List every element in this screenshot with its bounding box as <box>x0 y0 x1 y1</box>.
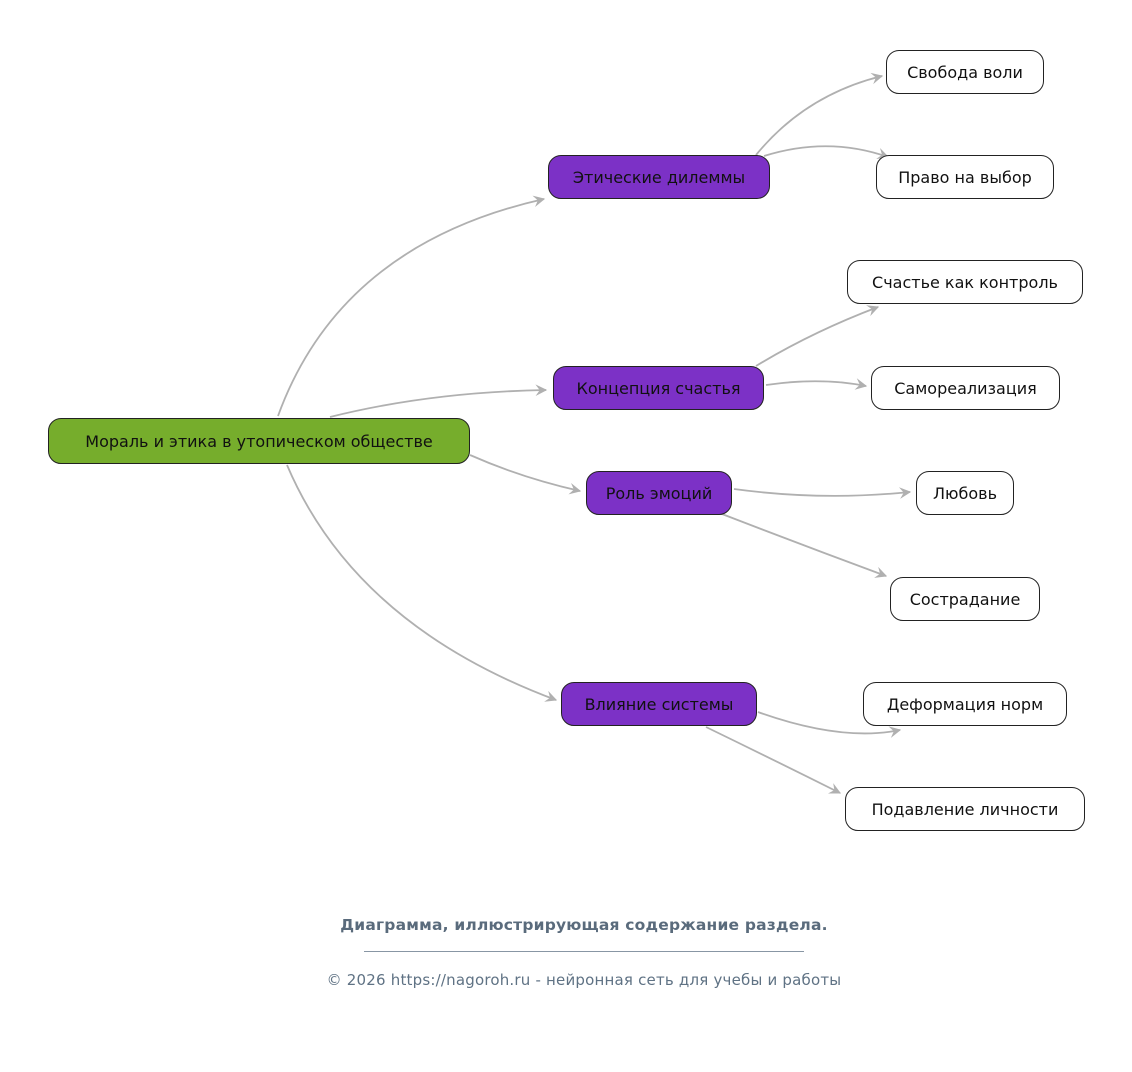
edge-happiness-to-self-realization <box>766 381 866 386</box>
edge-emotions-to-compassion <box>722 514 886 576</box>
edge-system-to-personality-suppression <box>706 727 840 793</box>
leaf-node-free-will: Свобода воли <box>886 50 1044 94</box>
branch-node-ethical-dilemmas: Этические дилеммы <box>548 155 770 199</box>
edge-root-to-role-of-emotions <box>470 455 580 491</box>
diagram-footer <box>36 916 1132 989</box>
edge-root-to-happiness-concept <box>330 390 546 417</box>
leaf-node-right-to-choose: Право на выбор <box>876 155 1054 199</box>
leaf-node-happiness-as-control: Счастье как контроль <box>847 260 1083 304</box>
footer-divider <box>364 951 804 952</box>
leaf-node-norm-deformation: Деформация норм <box>863 682 1067 726</box>
branch-node-happiness-concept: Концепция счастья <box>553 366 764 410</box>
copyright-line: © 2026 https://nagoroh.ru - нейронная сеть для учебы и работы <box>326 971 842 989</box>
edge-root-to-ethical-dilemmas <box>278 199 544 416</box>
branch-node-system-influence: Влияние системы <box>561 682 757 726</box>
diagram-caption: Диаграмма, иллюстрирующая содержание раздела. <box>340 916 828 934</box>
edge-ethical-to-right-to-choose <box>764 146 888 157</box>
edge-root-to-system-influence <box>287 465 556 700</box>
edge-emotions-to-love <box>734 489 910 496</box>
leaf-node-compassion: Сострадание <box>890 577 1040 621</box>
leaf-node-personality-suppression: Подавление личности <box>845 787 1085 831</box>
branch-node-role-of-emotions: Роль эмоций <box>586 471 732 515</box>
edge-happiness-to-happiness-as-control <box>756 307 878 366</box>
leaf-node-self-realization: Самореализация <box>871 366 1060 410</box>
edge-ethical-to-free-will <box>756 76 882 155</box>
root-node-morality-ethics: Мораль и этика в утопическом обществе <box>48 418 470 464</box>
leaf-node-love: Любовь <box>916 471 1014 515</box>
